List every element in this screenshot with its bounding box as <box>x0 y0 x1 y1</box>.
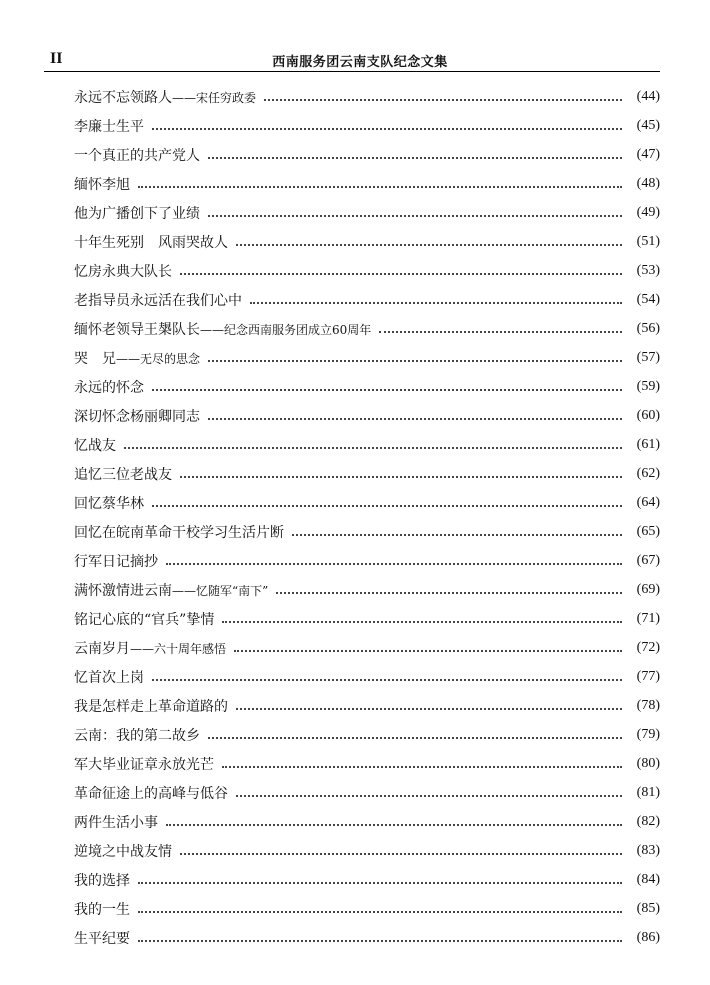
toc-entry-page-number: (77) <box>636 668 660 684</box>
toc-entry-title <box>74 116 144 136</box>
dot-leader <box>222 621 622 623</box>
toc-entry-main-title: 回忆蔡华林 <box>74 495 144 512</box>
toc-entry-page-number: (83) <box>636 842 660 858</box>
toc-entry-page-number: (82) <box>636 813 660 829</box>
dot-leader <box>236 708 622 710</box>
toc-entry-title <box>74 812 158 832</box>
dot-leader <box>138 882 622 884</box>
toc-entry-main-title: 军大毕业证章永放光芒 <box>74 756 214 773</box>
toc-entry <box>74 807 660 836</box>
dot-leader <box>152 679 622 681</box>
running-head: 西南服务团云南支队纪念文集 <box>272 55 448 70</box>
toc-entry-main-title: 满怀激情进云南 <box>74 582 172 599</box>
toc-entry <box>74 82 660 111</box>
toc-entry-title <box>74 319 371 339</box>
toc-entry-page-number: (53) <box>636 262 660 278</box>
toc-entry <box>74 517 660 546</box>
toc-entry-title <box>74 841 172 861</box>
table-of-contents <box>0 82 710 952</box>
toc-entry <box>74 778 660 807</box>
toc-entry-title <box>74 580 268 600</box>
toc-entry-main-title: 忆房永典大队长 <box>74 263 172 280</box>
toc-entry-title <box>74 551 158 571</box>
dot-leader <box>208 737 622 739</box>
toc-entry <box>74 140 660 169</box>
toc-entry-main-title: 哭 兄 <box>74 350 116 367</box>
dot-leader <box>292 534 622 536</box>
dot-leader <box>236 244 622 246</box>
toc-entry <box>74 430 660 459</box>
dot-leader <box>234 650 622 652</box>
dot-leader <box>208 157 622 159</box>
dot-leader <box>276 592 622 594</box>
toc-entry-page-number: (81) <box>636 784 660 800</box>
toc-entry-title <box>74 464 172 484</box>
toc-entry-main-title: 回忆在皖南革命干校学习生活片断 <box>74 524 284 541</box>
toc-entry-main-title: 我的一生 <box>74 901 130 918</box>
toc-entry-main-title: 缅怀李旭 <box>74 176 130 193</box>
toc-entry-title <box>74 725 200 745</box>
toc-entry-main-title: 云南：我的第二故乡 <box>74 727 200 744</box>
toc-entry-title <box>74 493 144 513</box>
toc-entry <box>74 923 660 952</box>
toc-entry-main-title: 忆战友 <box>74 437 116 454</box>
toc-entry <box>74 227 660 256</box>
toc-entry-page-number: (61) <box>636 436 660 452</box>
toc-entry-title <box>74 754 214 774</box>
dot-leader <box>250 302 622 304</box>
toc-entry-title <box>74 290 242 310</box>
toc-entry-title <box>74 261 172 281</box>
toc-entry-page-number: (57) <box>636 349 660 365</box>
toc-entry <box>74 401 660 430</box>
toc-entry-title <box>74 638 226 658</box>
toc-entry-page-number: (67) <box>636 552 660 568</box>
dot-leader <box>124 447 622 449</box>
toc-entry-page-number: (56) <box>636 320 660 336</box>
toc-entry <box>74 314 660 343</box>
toc-entry <box>74 575 660 604</box>
toc-entry <box>74 836 660 865</box>
toc-entry-main-title: 永远的怀念 <box>74 379 144 396</box>
toc-entry-page-number: (62) <box>636 465 660 481</box>
toc-entry <box>74 372 660 401</box>
toc-entry-main-title: 李廉士生平 <box>74 118 144 135</box>
toc-entry <box>74 865 660 894</box>
toc-entry-main-title: 两件生活小事 <box>74 814 158 831</box>
toc-entry <box>74 546 660 575</box>
toc-entry <box>74 198 660 227</box>
page-number: II <box>50 50 63 67</box>
dot-leader <box>236 795 622 797</box>
toc-entry-title <box>74 87 256 107</box>
toc-entry-page-number: (85) <box>636 900 660 916</box>
toc-entry-main-title: 我的选择 <box>74 872 130 889</box>
toc-entry-page-number: (44) <box>636 88 660 104</box>
header-rule <box>44 71 660 72</box>
toc-entry-title <box>74 928 130 948</box>
dot-leader <box>180 273 622 275</box>
toc-entry <box>74 111 660 140</box>
toc-entry-title <box>74 348 200 368</box>
dot-leader <box>152 389 622 391</box>
toc-entry-title <box>74 696 228 716</box>
dot-leader <box>379 331 622 333</box>
toc-entry <box>74 604 660 633</box>
toc-entry-title <box>74 174 130 194</box>
toc-entry-main-title: 行军日记摘抄 <box>74 553 158 570</box>
toc-entry-main-title: 十年生死别 风雨哭故人 <box>74 234 228 251</box>
dot-leader <box>152 128 622 130</box>
toc-entry-subtitle: ——纪念西南服务团成立60周年 <box>200 322 372 337</box>
dot-leader <box>138 186 622 188</box>
toc-entry-title <box>74 522 284 542</box>
toc-entry-title <box>74 870 130 890</box>
toc-entry-main-title: 缅怀老领导王槼队长 <box>74 321 200 338</box>
toc-entry-page-number: (72) <box>636 639 660 655</box>
dot-leader <box>208 215 622 217</box>
toc-entry-page-number: (51) <box>636 233 660 249</box>
toc-entry-title <box>74 377 144 397</box>
toc-entry-title <box>74 899 130 919</box>
toc-entry <box>74 256 660 285</box>
toc-entry-main-title: 追忆三位老战友 <box>74 466 172 483</box>
toc-entry-title <box>74 667 144 687</box>
toc-entry-subtitle: ——六十周年感悟 <box>130 641 227 656</box>
toc-entry-title <box>74 783 228 803</box>
toc-entry-title <box>74 609 214 629</box>
toc-entry-page-number: (79) <box>636 726 660 742</box>
toc-entry-main-title: 革命征途上的高峰与低谷 <box>74 785 228 802</box>
toc-entry-page-number: (65) <box>636 523 660 539</box>
dot-leader <box>208 418 622 420</box>
dot-leader <box>166 563 622 565</box>
dot-leader <box>208 360 622 362</box>
toc-entry-title <box>74 203 200 223</box>
toc-entry <box>74 343 660 372</box>
toc-entry-page-number: (64) <box>636 494 660 510</box>
toc-entry <box>74 662 660 691</box>
toc-entry-page-number: (49) <box>636 204 660 220</box>
toc-entry-page-number: (59) <box>636 378 660 394</box>
dot-leader <box>152 505 622 507</box>
toc-entry-title <box>74 232 228 252</box>
toc-entry-page-number: (47) <box>636 146 660 162</box>
toc-entry-main-title: 忆首次上岗 <box>74 669 144 686</box>
toc-entry-title <box>74 435 116 455</box>
toc-entry <box>74 633 660 662</box>
toc-entry-page-number: (78) <box>636 697 660 713</box>
dot-leader <box>180 853 622 855</box>
toc-entry-page-number: (84) <box>636 871 660 887</box>
toc-entry-page-number: (86) <box>636 929 660 945</box>
dot-leader <box>264 99 622 101</box>
toc-entry-main-title: 一个真正的共产党人 <box>74 147 200 164</box>
toc-entry <box>74 169 660 198</box>
toc-entry-main-title: 云南岁月 <box>74 640 130 657</box>
toc-entry-main-title: 逆境之中战友情 <box>74 843 172 860</box>
toc-entry-page-number: (60) <box>636 407 660 423</box>
toc-entry-page-number: (54) <box>636 291 660 307</box>
toc-entry <box>74 720 660 749</box>
toc-entry-title <box>74 145 200 165</box>
dot-leader <box>180 476 622 478</box>
toc-entry-page-number: (71) <box>636 610 660 626</box>
toc-entry-main-title: 生平纪要 <box>74 930 130 947</box>
toc-entry-subtitle: ——忆随军“南下” <box>172 583 269 598</box>
toc-entry <box>74 691 660 720</box>
toc-entry-main-title: 铭记心底的“官兵”挚情 <box>74 611 215 628</box>
toc-entry-title <box>74 406 200 426</box>
toc-entry-main-title: 深切怀念杨丽卿同志 <box>74 408 200 425</box>
toc-entry-main-title: 我是怎样走上革命道路的 <box>74 698 228 715</box>
toc-entry-subtitle: ——宋任穷政委 <box>172 90 257 105</box>
toc-entry <box>74 459 660 488</box>
dot-leader <box>138 940 622 942</box>
toc-entry <box>74 894 660 923</box>
toc-entry-page-number: (48) <box>636 175 660 191</box>
toc-entry-main-title: 他为广播创下了业绩 <box>74 205 200 222</box>
toc-entry-main-title: 永远不忘领路人 <box>74 89 172 106</box>
toc-entry <box>74 285 660 314</box>
toc-entry <box>74 488 660 517</box>
toc-entry-page-number: (45) <box>636 117 660 133</box>
toc-entry <box>74 749 660 778</box>
dot-leader <box>166 824 622 826</box>
dot-leader <box>138 911 622 913</box>
dot-leader <box>222 766 622 768</box>
toc-entry-subtitle: ——无尽的思念 <box>116 351 201 366</box>
toc-entry-page-number: (69) <box>636 581 660 597</box>
toc-entry-page-number: (80) <box>636 755 660 771</box>
toc-entry-main-title: 老指导员永远活在我们心中 <box>74 292 242 309</box>
